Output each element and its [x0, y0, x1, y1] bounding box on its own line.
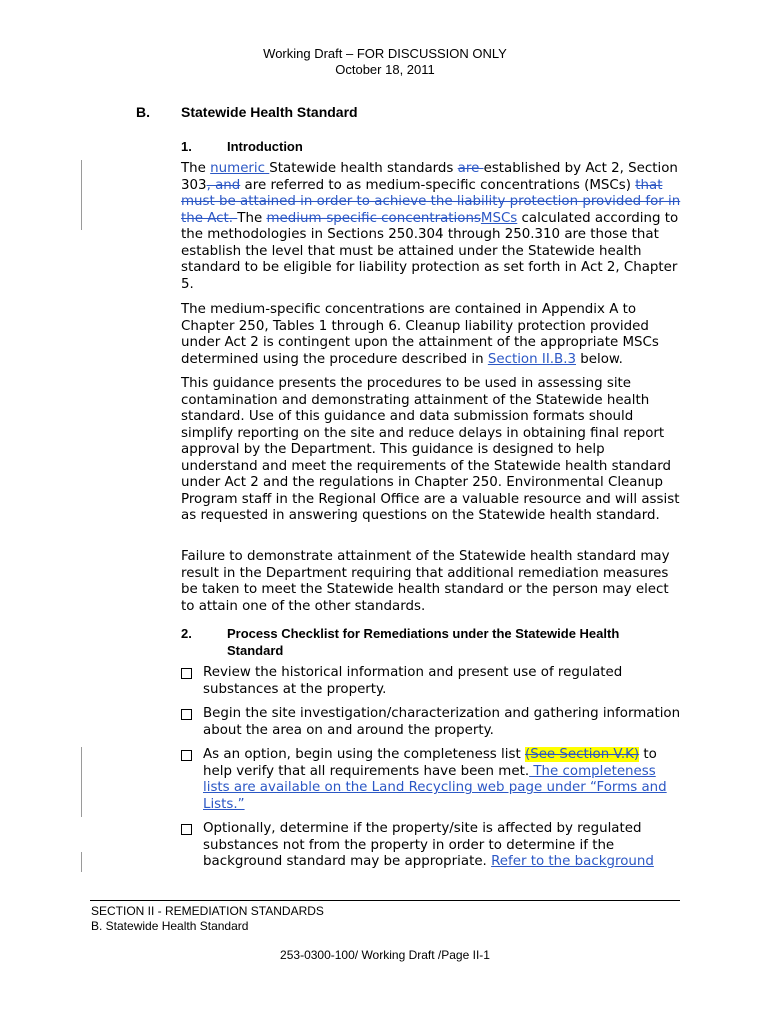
checkbox-icon [181, 709, 192, 720]
checklist-item: Review the historical information and present use of regulated substances at the property. [181, 665, 681, 698]
footer-subsection: B. Statewide Health Standard [91, 919, 249, 933]
footer-section: SECTION II - REMEDIATION STANDARDS [91, 904, 324, 918]
page-number: 253-0300-100/ Working Draft /Page II-1 [280, 948, 490, 962]
background-link[interactable]: Refer to the background [491, 854, 654, 869]
deleted-text: (See Section V.K) [524, 747, 640, 762]
failure-paragraph: Failure to demonstrate attainment of the Statewide health standard may result in the Department requiring that additional remediation measures be taken to meet the Statewide health standard or the person may elect to attain one of the other standards. [181, 549, 670, 614]
header-date: October 18, 2011 [335, 62, 435, 77]
section-title: Statewide Health Standard [181, 104, 358, 120]
intro-paragraph: The numeric Statewide health standards are established by Act 2, Section 303, and are referred to as medium-specific concentrations (MSCs) that must be attained in order to achieve the liability protection provided for in the Act. The medium-specific concentrationsMSCs calculated according to the methodologies in Sections 250.304 through 250.310 are those that establish the level that must be attained under the Statewide health standard to be eligible for liability protection as set forth in Act 2, Chapter 5. [181, 161, 681, 292]
deleted-text: medium-specific concentrations [266, 210, 481, 226]
checklist-item: Begin the site investigation/characterization and gathering information about the area on and around the property. [181, 706, 681, 739]
revision-bar [81, 852, 82, 872]
section-link[interactable]: Section II.B.3 [487, 351, 576, 367]
subsection-title: Introduction [227, 139, 303, 154]
inserted-text: MSCs [480, 210, 518, 226]
checkbox-icon [181, 668, 192, 679]
deleted-text: are [457, 161, 484, 176]
checklist-item: Optionally, determine if the property/site is affected by regulated substances not from the property in order to determine if the background standard may be appropriate. Refer to the background [181, 821, 681, 871]
checkbox-icon [181, 824, 192, 835]
section-letter: B. [136, 104, 150, 120]
subsection-number: 2. [181, 626, 192, 641]
deleted-text: , and [206, 177, 241, 193]
checkbox-icon [181, 750, 192, 761]
completeness-link[interactable]: The completeness lists are available on the Land Recycling web page under “Forms and Lists.” [203, 763, 667, 812]
guidance-paragraph: This guidance presents the procedures to be used in assessing site contamination and demonstrating attainment of the Statewide health standard. Use of this guidance and data submission formats should simplify reporting on the site and reduce delays in obtaining final report approval by the Department. This guidance is designed to help understand and meet the requirements of the Statewide health standard under Act 2 and the regulations in Chapter 250. Environmental Cleanup Program staff in the Regional Office are a valuable resource and will assist as requested in answering questions on the Statewide health standard. [181, 376, 680, 523]
revision-bar [81, 747, 82, 817]
footer-divider [90, 900, 680, 901]
revision-bar [81, 160, 82, 230]
page-header [0, 46, 770, 78]
checklist-item: As an option, begin using the completeness list (See Section V.K) to help verify that all requirements have been met. The completeness lists are available on the Land Recycling web page under “Forms and Lists.” [181, 747, 681, 813]
deleted-text: that must be attained in order to achieve the liability protection provided for in the Act. [181, 177, 681, 226]
msc-paragraph: The medium-specific concentrations are contained in Appendix A to Chapter 250, Tables 1 through 6. Cleanup liability protection provided under Act 2 is contingent upon the attainment of the appropriate MSCs determined using the procedure described in Section II.B.3 below. [181, 302, 659, 367]
inserted-text: numeric [210, 161, 270, 176]
subsection-title: Process Checklist for Remediations under the Statewide Health Standard [227, 626, 620, 658]
draft-notice: Working Draft – FOR DISCUSSION ONLY [263, 46, 507, 61]
subsection-number: 1. [181, 139, 192, 154]
